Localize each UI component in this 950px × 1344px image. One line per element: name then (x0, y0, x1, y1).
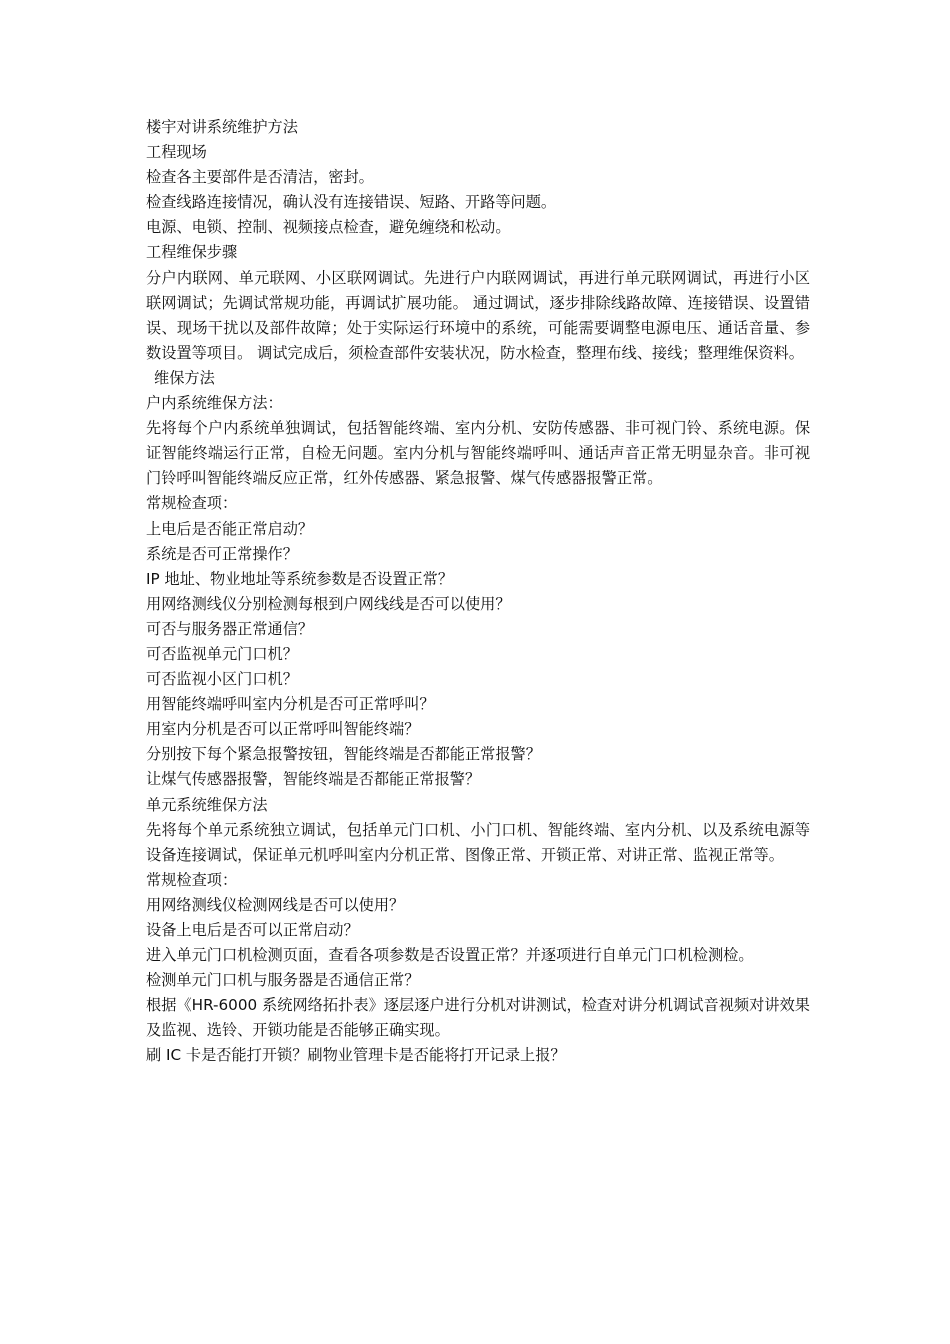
steps-paragraph: 分户内联网、单元联网、小区联网调试。先进行户内联网调试，再进行单元联网调试，再进行小区联网调试；先调试常规功能，再调试扩展功能。 通过调试，逐步排除线路故障、连接错误、设置错误、现场干扰以及部件故障；处于实际运行环境中的系统，可能需要调整电源电压、通话音量、参数设置等项目。 调试完成后，须检查部件安装状况，防水检查，整理布线、接线；整理维保资料。 (146, 268, 810, 362)
indoor-check-item: 让煤气传感器报警，智能终端是否都能正常报警？ (146, 770, 481, 789)
unit-check-item: 设备上电后是否可以正常启动？ (146, 921, 359, 939)
topology-paragraph: 根据《HR-6000 系统网络拓扑表》逐层逐户进行分机对讲测试，检查对讲分机调试音视频对讲效果及监视、选铃、开锁功能是否能够正确实现。 (146, 996, 810, 1040)
section-heading-steps: 工程维保步骤 (146, 243, 238, 262)
indoor-check-item: 用室内分机是否可以正常呼叫智能终端？ (146, 720, 420, 739)
final-check-item: 刷 IC 卡是否能打开锁？刷物业管理卡是否能将打开记录上报？ (146, 1046, 566, 1065)
site-check-item: 检查各主要部件是否清洁，密封。 (146, 168, 374, 187)
indoor-check-item: 分别按下每个紧急报警按钮，智能终端是否都能正常报警？ (146, 745, 541, 764)
site-check-item: 检查线路连接情况，确认没有连接错误、短路、开路等问题。 (146, 193, 557, 212)
indoor-check-item: IP 地址、物业地址等系统参数是否设置正常？ (146, 569, 454, 588)
indoor-heading: 户内系统维保方法： (146, 394, 283, 413)
indoor-check-item: 上电后是否能正常启动？ (146, 519, 314, 538)
unit-check-item: 用网络测线仪检测网线是否可以使用？ (146, 895, 405, 914)
indoor-check-item: 可否与服务器正常通信？ (146, 619, 314, 638)
document-body (146, 115, 810, 1069)
indoor-check-item: 可否监视小区门口机？ (146, 670, 298, 689)
indoor-paragraph: 先将每个户内系统单独调试，包括智能终端、室内分机、安防传感器、非可视门铃、系统电源。保证智能终端运行正常，自检无问题。室内分机与智能终端呼叫、通话声音正常无明显杂音。非可视门铃呼叫智能终端反应正常，红外传感器、紧急报警、煤气传感器报警正常。 (146, 419, 810, 488)
indoor-check-item: 用智能终端呼叫室内分机是否可正常呼叫？ (146, 695, 435, 714)
site-check-item: 电源、电锁、控制、视频接点检查，避免缠绕和松动。 (146, 218, 511, 237)
unit-paragraph: 先将每个单元系统独立调试，包括单元门口机、小门口机、智能终端、室内分机、以及系统电源等设备连接调试，保证单元机呼叫室内分机正常、图像正常、开锁正常、对讲正常、监视正常等。 (146, 820, 810, 864)
unit-check-item: 检测单元门口机与服务器是否通信正常？ (146, 971, 420, 990)
unit-heading: 单元系统维保方法 (146, 795, 268, 814)
document-title: 楼宇对讲系统维护方法 (146, 118, 298, 136)
indoor-check-item: 用网络测线仪分别检测每根到户网线线是否可以使用？ (146, 594, 511, 613)
routine-heading: 常规检查项： (146, 494, 238, 513)
indoor-check-item: 可否监视单元门口机？ (146, 644, 298, 663)
routine-heading: 常规检查项： (146, 870, 238, 889)
unit-check-item: 进入单元门口机检测页面，查看各项参数是否设置正常？并逐项进行自单元门口机检测检。 (146, 946, 754, 965)
indoor-check-item: 系统是否可正常操作？ (146, 544, 298, 563)
section-heading-site: 工程现场 (146, 143, 207, 162)
section-heading-methods: 维保方法 (154, 368, 215, 387)
